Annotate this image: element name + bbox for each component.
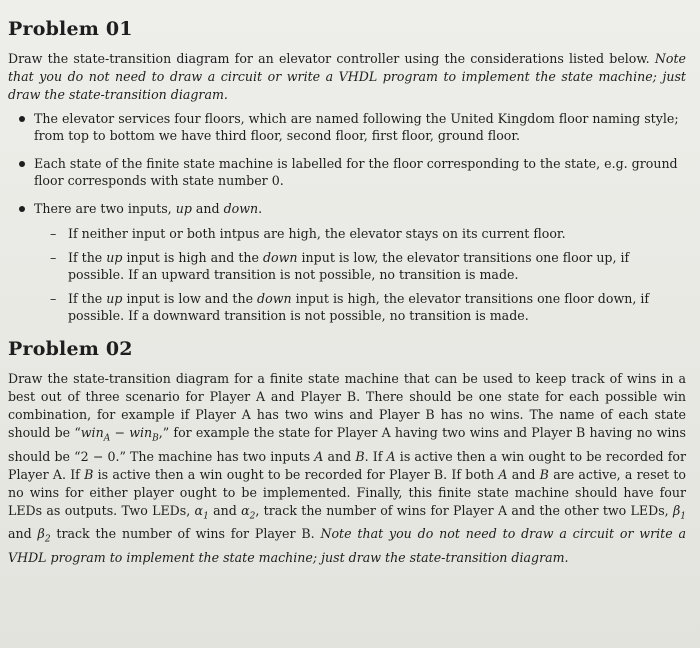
bullet-inputs — [34, 200, 686, 324]
sub3-a: If the — [68, 291, 107, 306]
p2-text-9: and — [208, 502, 242, 518]
win-a-text: win — [80, 425, 104, 440]
bullet-state-labels: Each state of the finite state machine is labelled for the floor corresponding to the state, e.g. ground floor corresponds with state number 0. — [34, 155, 686, 189]
sub3-c: input is high, the elevator transitions one floor down, if possible. If a downward transition is not possible, no transition is made. — [68, 291, 650, 323]
input-a: A — [314, 448, 324, 464]
alpha-sub-1: 1 — [203, 511, 209, 522]
beta-sub-2: 2 — [44, 534, 51, 545]
sub-item-up — [68, 249, 686, 283]
problem-01-intro — [8, 50, 686, 104]
input-a: A — [386, 448, 396, 464]
sub3-down: down — [257, 291, 292, 306]
problem-02-note: Note that you do not need to draw a circuit or write a VHDL program to implement the state machine; just draw the state-transition diagram. — [8, 526, 686, 565]
sub-item-down — [68, 290, 686, 324]
beta-2 — [37, 526, 51, 545]
sub-item-stay: – If neither input or both intpus are high, the elevator stays on its current floor. — [68, 225, 686, 242]
beta-symbol: β — [37, 526, 45, 542]
win-b-sub: B — [152, 433, 159, 444]
sub2-down: down — [262, 250, 298, 265]
sub2-b: input is high and the — [122, 250, 263, 265]
p2-text-2: ,” for example the state for Player A having two wins and Player B having no wins should be “2 − 0.” The machine has two inputs — [8, 425, 686, 464]
bullet-floors: The elevator services four floors, which are named following the United Kingdom floor naming style; from top to bottom we have third floor, second floor, first floor, ground floor. — [34, 110, 686, 144]
alpha-1 — [194, 502, 209, 522]
win-b-text: win — [129, 425, 153, 440]
inputs-text: There are two inputs, — [34, 201, 176, 216]
win-a-sub: A — [103, 433, 111, 444]
p2-text-10: , track the number of wins for Player A and the other two LEDs, — [255, 502, 673, 518]
problem-02-body — [8, 370, 686, 567]
inputs-down: down — [223, 201, 259, 216]
inputs-sublist — [34, 225, 686, 324]
alpha-sub-2: 2 — [249, 511, 256, 522]
inputs-end: . — [258, 201, 263, 216]
problem-01-bullets — [8, 110, 686, 324]
sub3-b: input is low and the — [122, 291, 258, 306]
inputs-up: up — [175, 201, 192, 216]
problem-02-heading: Problem 02 — [8, 338, 133, 360]
alpha-symbol: α — [241, 502, 250, 518]
win-b — [129, 425, 159, 444]
p2-text-6: is active then a win ought to be recorded for Player B. If both — [93, 466, 499, 482]
p2-text-3: and — [323, 448, 356, 464]
input-b: B — [539, 466, 549, 482]
beta-symbol: β — [672, 502, 681, 518]
problem-01-heading: Problem 01 — [8, 18, 133, 40]
beta-sub-1: 1 — [680, 511, 686, 522]
input-b: B — [355, 448, 365, 464]
p2-text-1: Draw the state-transition diagram for a finite state machine that can be used to keep track of wins in a best out of three scenario for Player A and Player B. There should be one state for each possible win combination, for example if Player A has two wins and Player B has no wins. The name of each state should be “ — [8, 371, 686, 440]
win-dash: − — [110, 425, 130, 440]
sub2-up: up — [106, 250, 123, 265]
sub2-c: input is low, the elevator transitions one floor up, if possible. If an upward transition is not possible, no transition is made. — [68, 250, 630, 282]
p2-text-8: are active, a reset to no wins for either player ought to be implemented. Finally, this finite state machine should have four LEDs as outputs. Two LEDs, — [8, 466, 687, 518]
alpha-2 — [241, 502, 256, 522]
sub3-up: up — [106, 291, 123, 306]
input-a: A — [498, 466, 508, 482]
beta-1 — [672, 502, 686, 522]
input-b: B — [84, 466, 94, 482]
p2-text-12: track the number of wins for Player B. — [50, 526, 321, 542]
p2-text-5: is active then a win ought to be recorded for Player A. If — [8, 448, 686, 482]
p2-text-11: and — [8, 526, 38, 542]
p2-text-7: and — [507, 466, 540, 482]
sub2-a: If the — [68, 250, 107, 265]
win-a — [80, 425, 111, 444]
p2-text-4: . If — [364, 448, 387, 464]
intro-text: Draw the state-transition diagram for an elevator controller using the considerations listed below. — [8, 51, 650, 66]
alpha-symbol: α — [194, 502, 204, 518]
inputs-and: and — [191, 201, 224, 216]
intro-note: Note that you do not need to draw a circuit or write a VHDL program to implement the state machine; just draw the state-transition diagram. — [8, 51, 686, 102]
